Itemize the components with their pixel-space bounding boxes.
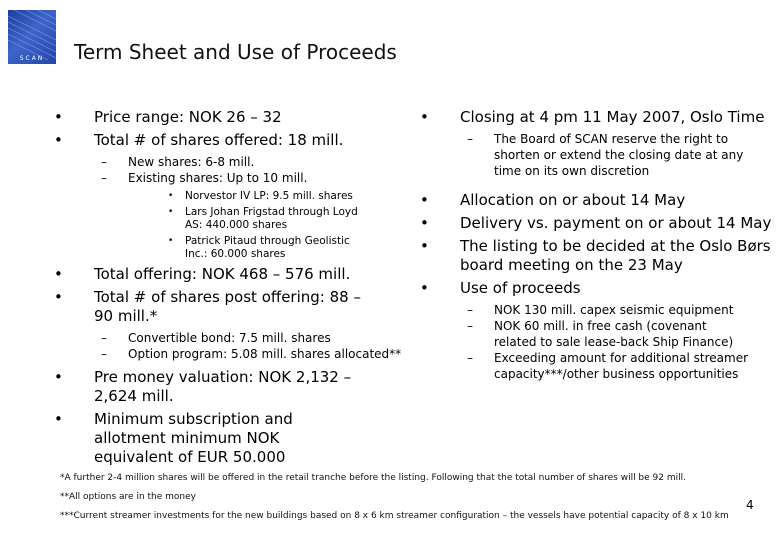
footnote-1: *A further 2-4 million shares will be offered in the retail tranche before the listing. Following that the total number of shares will be 92 mill.	[60, 473, 686, 483]
sub-item: – Existing shares: Up to 10 mill.	[94, 170, 412, 186]
footnote-2: **All options are in the money	[60, 492, 196, 502]
list-item: • Pre money valuation: NOK 2,132 – 2,624 mill.	[52, 368, 362, 406]
sub-item: – NOK 130 mill. capex seismic equipment	[460, 302, 750, 318]
footnote-3: ***Current streamer investments for the new buildings based on 8 x 6 km streamer configuration – the vessels have potential capacity of 8 x 10 km	[60, 511, 729, 521]
sub-item: – New shares: 6-8 mill.	[94, 154, 412, 170]
sub-item: – Convertible bond: 7.5 mill. shares	[94, 330, 412, 346]
list-item: • Total # of shares post offering: 88 – 90 mill.*	[52, 288, 362, 326]
left-column	[52, 108, 412, 471]
right-column	[418, 108, 774, 388]
shareholder-item: • Norvestor IV LP: 9.5 mill. shares	[158, 190, 368, 203]
page-number: 4	[746, 498, 754, 512]
list-item: • Allocation on or about 14 May	[418, 191, 774, 210]
list-item: • Use of proceeds	[418, 279, 774, 298]
sub-item: – Option program: 5.08 mill. shares allocated**	[94, 346, 412, 362]
list-item: • Delivery vs. payment on or about 14 May	[418, 214, 774, 233]
list-item: • Total # of shares offered: 18 mill.	[52, 131, 412, 150]
sub-item: – The Board of SCAN reserve the right to shorten or extend the closing date at any time on its own discretion	[460, 131, 760, 179]
list-item: • Total offering: NOK 468 – 576 mill.	[52, 265, 362, 284]
list-item: • Price range: NOK 26 – 32	[52, 108, 412, 127]
scan-logo	[8, 10, 56, 64]
logo-text: SCAN	[19, 55, 45, 62]
sub-item: – NOK 60 mill. in free cash (covenant related to sale lease-back Ship Finance)	[460, 318, 750, 350]
list-item: • Closing at 4 pm 11 May 2007, Oslo Time	[418, 108, 774, 127]
list-item: • Minimum subscription and allotment minimum NOK equivalent of EUR 50.000	[52, 410, 362, 467]
sub-item: – Exceeding amount for additional streamer capacity***/other business opportunities	[460, 350, 750, 382]
page-title: Term Sheet and Use of Proceeds	[74, 40, 397, 64]
list-item: • The listing to be decided at the Oslo Børs board meeting on the 23 May	[418, 237, 774, 275]
shareholder-item: • Lars Johan Frigstad through Loyd AS: 440.000 shares	[158, 206, 368, 232]
shareholder-item: • Patrick Pitaud through Geolistic Inc.: 60.000 shares	[158, 235, 368, 261]
